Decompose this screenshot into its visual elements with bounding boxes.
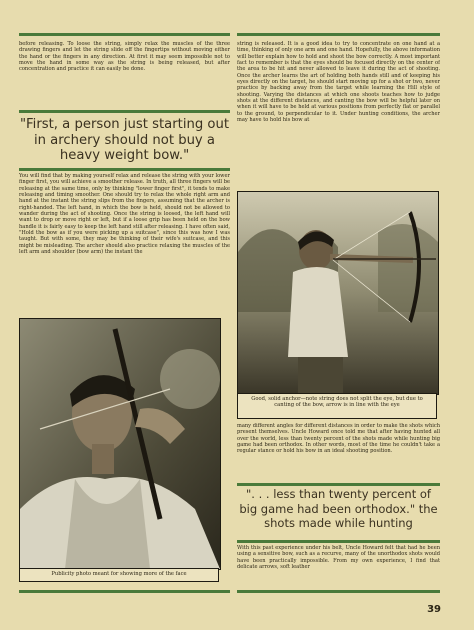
right-mid-paragraph: many different angles for different distances in order to make the shots which present themselves. Uncle Howard once told me that after having hunted all over the world, less than twenty percent of the shots made while hunting big game had been orthodox. In other words, most of the time he couldn't take a regular stance or hold his bow in an ideal shooting position.: [237, 423, 440, 455]
pull-quote-rule-bottom: [19, 168, 230, 171]
top-rule-left: [19, 33, 230, 36]
right-pull-quote: ". . . less than twenty percent of big game had been orthodox." the shots made while hunting: [239, 487, 438, 530]
right-pull-quote-rule-bottom: [237, 540, 440, 543]
archer-portrait-image: [20, 319, 220, 569]
page-number: 39: [427, 604, 441, 615]
archer-anchor-photo: [237, 191, 439, 395]
archer-portrait-photo: [19, 318, 221, 570]
pull-quote-rule-top: [19, 110, 230, 113]
right-photo-caption: Good, solid anchor—note string does not split the eye, but due to canting of the bow, arrow is in line with the eye: [237, 393, 437, 419]
right-top-paragraph: string is released. It is a good idea to try to concentrate on one hand at a time, thinking of only one arm and one hand. Hopefully, the above information will better explain how to hold and shoot the bow correctly. A most important fact to remember is that the eyes should be focused directly on the center of the area to be hit and never allowed to leave it during the act of shooting. Once the archer learns the art of holding both hands still and of keeping his eyes directly on the target, he should start moving up for a shot or two, never practice by backing away from the target while learning the Hill style of shooting. Varying the distances at which one shoots teaches how to judge shots at the different distances, and canting the bow will be helpful later on when it will have to be held at various positions from perfectly flat or parallel to the ground, to perpendicular to it. Under hunting conditions, the archer may have to hold his bow at: [237, 41, 440, 124]
left-photo-caption: Publicity photo meant for showing more of the face: [19, 568, 219, 582]
archer-anchor-image: [238, 192, 438, 394]
left-pull-quote: "First, a person just starting out in archery should not buy a heavy weight bow.": [19, 117, 230, 163]
top-rule-right: [237, 33, 440, 36]
left-column: [19, 41, 230, 105]
right-pull-quote-rule-top: [237, 483, 440, 486]
right-bottom-paragraph: With this past experience under his belt, Uncle Howard felt that had he been using a sensitive bow, such as a recurve, many of the unorthodox shots would have been practically impossible. From my own experience, I find that delicate arrows, soft leather: [237, 545, 440, 571]
left-top-paragraph: before releasing. To loose the string, simply relax the muscles of the three drawing fingers and let the string slide off the fingertips without moving either the hand or the fingers in any direction. At first it may seem impossible not to move the hand in some way as the string is being released, but after concentration and practice it can easily be done.: [19, 41, 230, 73]
bottom-rule-right: [237, 590, 440, 593]
bottom-rule-left: [19, 590, 230, 593]
left-body-paragraph: You will find that by making yourself relax and release the string with your lower finger first, you will achieve a smoother release. In truth, all three fingers will be releasing at the same time, only by thinking "lower finger first", it tends to make releasing and timing smoother. One should try to relax the whole right arm and hand at the instant the string slips from the fingers, assuming that the archer is right-handed. The left hand, in which the bow is held, should not be allowed to wander during the act of shooting. Once the string is loosed, the left hand will want to drop or move right or left, but if a loose grip has been held on the bow handle it is fairly easy to keep the left hand still after releasing. I have often said, "Hold the bow as if you were picking up a suitcase", since this was how I was taught. But with some, they may be thinking of their wife's suitcase, and this might be misleading. The archer should also practice relaxing the muscles of the left arm and shoulder (bow arm) the instant the: [19, 173, 230, 256]
